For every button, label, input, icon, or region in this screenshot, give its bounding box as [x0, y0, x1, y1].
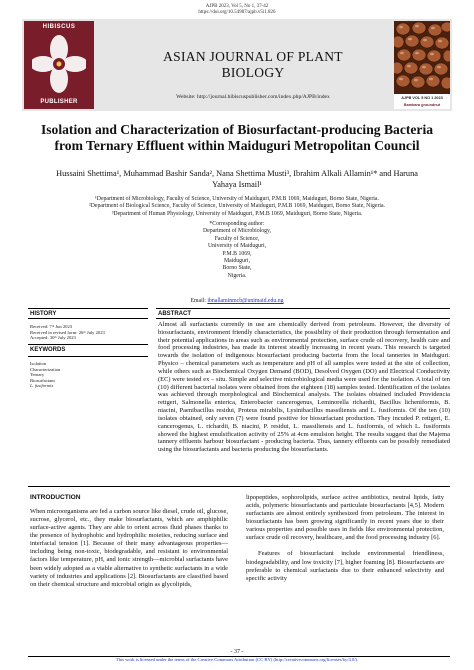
keyword-list	[30, 361, 148, 389]
section-rule	[28, 486, 450, 487]
cover-caption-subject: Bambara groundnut	[394, 102, 450, 109]
license-notice[interactable]: This work is licensed under the terms of the Creative Commons Attribution (CC BY) (http://creativecommons.org/licenses/by/4.0/).	[115, 657, 359, 662]
correspondence-block	[150, 221, 324, 280]
keyword: Characterization	[30, 366, 61, 372]
abstract-heading: ABSTRACT	[158, 311, 191, 317]
intro-paragraph: When microorganisms are fed a carbon source like diesel, crude oil, glucose, sucrose, glycerol, etc., they make biosurfactants, which are amphiphilic surface-active agents. They are able to orient across fluid phases thanks to the presence of hydrophobic and hydrophilic moieties, reducing surface and interfacial tension [1]. Because of their many advantageous properties—including being non-toxic, biodegradable, and resistant to environmental factors like temperature, pH, and ionic strength—microbial surfactants have been widely adopted as a viable alternative to synthetic surfactants in a wide variety of industries and applications [2]. Biosurfactants are classified based on their chemical structure and microbial origin as glycolipids,	[30, 508, 228, 588]
corr-line: Faculty of Science,	[214, 235, 260, 242]
intro-paragraph: Features of biosurfactant include environmental friendliness, biodegradability, and low toxicity [7], higher foaming [8]. Biosurfactants are preferable to chemical surfactants due to their enhanced selectivity and specific activity	[246, 550, 444, 582]
article-history	[30, 324, 148, 341]
logo-publisher: PUBLISHER	[40, 99, 78, 105]
paper-title-line1: Isolation and Characterization of Biosurfactant-producing Bacteria	[40, 122, 434, 137]
intro-right-column	[246, 494, 444, 583]
journal-title-line2: BIOLOGY	[221, 65, 285, 80]
corr-line: Borno State,	[222, 265, 252, 272]
affiliation-1: ¹Department of Microbiology, Faculty of Science, University of Maiduguri, P.M.B 1069, Maiduguri, Borno State, Nigeria.	[95, 196, 379, 202]
abstract-text: Almost all surfactants currently in use are chemically derived from petroleum. However, the diversity of biosurfactants, environment friendly characteristics, the possibility of their production through fermentation and their potential applications in areas such as environmental protection, surface crude oil recovery, health care and food processing industries, has made its interest steadily increasing in recent years. This research is targeted towards the isolation of indigenous biosurfactant producing bacteria from the local tanneries in Maiduguri. Physico – chemical parameters such as temperature and pH of all samples were tested at the site of collection, while others such as Biochemical Oxygen Demand (BOD), Desolved Oxygen (DO) and Electrical Conductivity (EC) were tested ex – situ. Simple and selective microbiological media were used for the isolation. A total of ten (10) different bacterial isolates were obtained from the eighteen (18) samples tested. Identification of the isolates was achieved through morphological and Biochemical analysis. The isolates obtained included Providencia rettgeri, Salmonella enterica, Enterobacter cancerogenus, Leminorella richardii, Bacillus licheniformis, B. niacini, Paenibacillus residui, Proteus mirabilis, Lysinibacillus massiliensis and L. fusiformis. Of the ten (10) isolates obtained, only seven (7) were found positive for biosurfactant production. They incuded P. rettgeri, E. cancerogenus, L. richardii, B. niacini, P. residui, L. massiliensis and L. fusiformis, of which L. fusiformis showed the highest emulsification activity of 25% at 4cm emulsion height. The results suggest that the Majema tannery effluents harbour biosurfactant - producing bacteria. Thus, tannery effluents can be possibly remediated using the biosurfactants and bacteria producing the biosurfactants.	[158, 321, 450, 454]
section-rule	[156, 318, 450, 319]
keywords-heading: KEYWORDS	[30, 347, 66, 353]
authors-line1: Hussaini Shettima¹, Muhammad Bashir Sanda², Nana Shettima Musti³, Ibrahim Alkali Allamin¹* and Haruna	[56, 169, 418, 178]
paragraph-gap	[246, 542, 444, 550]
corr-line: University of Maiduguri,	[207, 243, 267, 250]
corr-line: Nigeria.	[227, 272, 247, 279]
corr-line: Department of Microbiology,	[202, 228, 272, 235]
corr-line: *Corresponding author:	[209, 221, 265, 227]
keyword: L. fusiformis	[30, 383, 54, 389]
corresponding-email	[150, 298, 324, 304]
publisher-logo	[24, 21, 94, 109]
email-link[interactable]: ibnallaminmcb@unimaid.edu.ng	[207, 298, 284, 304]
logo-name: HIBISCUS	[42, 24, 76, 30]
section-rule	[156, 308, 450, 309]
page-number: - 37 -	[230, 649, 244, 655]
affiliation-3: ³Department of Human Physiology, University of Maiduguri, P.M.B 1069, Maiduguri, Borno State, Nigeria.	[111, 210, 363, 217]
keyword: Ternary	[30, 372, 45, 378]
abstract-body	[158, 321, 450, 454]
author-list	[20, 168, 454, 190]
received-date: Received: 7ᵗʰ Jun 2023	[30, 324, 73, 329]
affiliations	[20, 196, 454, 218]
section-rule	[28, 318, 148, 319]
journal-banner	[22, 19, 452, 111]
section-rule	[28, 308, 148, 309]
affiliation-2: ²Department of Biological Science, Faculty of Science, University of Maiduguri, P.M.B 1069, Maiduguri, Borno State, Nigeria.	[88, 203, 386, 210]
authors-line2: Yahaya Ismail¹	[212, 180, 262, 189]
seeds-illustration	[394, 21, 450, 94]
corr-line: Maiduguri,	[224, 258, 250, 265]
paper-title-line2: from Ternary Effluent within Maiduguri Metropolitan Council	[54, 138, 420, 153]
journal-cover-image	[394, 21, 450, 109]
intro-paragraph: lipopeptides, sophorolipids, surface active antibiotics, neutral lipids, fatty acids, polymeric biosurfactants and particulate biosurfactants [4,5]. Modern surfactants are almost entirely synthesized from petroleum. The interest in biosurfactants has been growing significantly in recent years due to their various properties and possible uses in fields like environmental protection, surface crude oil recovery, healthcare, and the food processing industry [6].	[246, 494, 444, 542]
corr-line: P.M.B 1069,	[222, 250, 252, 257]
revised-date: Received in revised form: 26ᵗʰ July 2023	[30, 329, 105, 335]
journal-website[interactable]: Website: http://journal.hibiscuspublisher.com/index.php/AJPB/index	[176, 94, 330, 100]
journal-title-line1: ASIAN JOURNAL OF PLANT	[163, 49, 343, 64]
journal-title	[118, 49, 388, 81]
hibiscus-flower-icon	[32, 33, 86, 95]
citation-line: AJPB 2023, Vol 5, No 1, 37-42	[205, 4, 269, 9]
keyword: Isolation	[30, 361, 47, 366]
paper-title	[20, 122, 454, 154]
email-label: Email:	[190, 298, 208, 304]
history-heading: HISTORY	[30, 311, 57, 317]
doi-line[interactable]: https://doi.org/10.54987/ajpb.v5i1.826	[198, 10, 276, 15]
keyword: Biosurfactant	[30, 377, 55, 383]
introduction-heading: INTRODUCTION	[30, 494, 81, 501]
section-rule	[28, 344, 148, 345]
intro-left-column	[30, 508, 228, 589]
accepted-date: Accepted: 30ᵗʰ July 2023	[30, 335, 76, 341]
cover-caption-volume: AJPB VOL 5 NO 1 2023	[394, 94, 450, 102]
section-rule	[28, 356, 148, 357]
